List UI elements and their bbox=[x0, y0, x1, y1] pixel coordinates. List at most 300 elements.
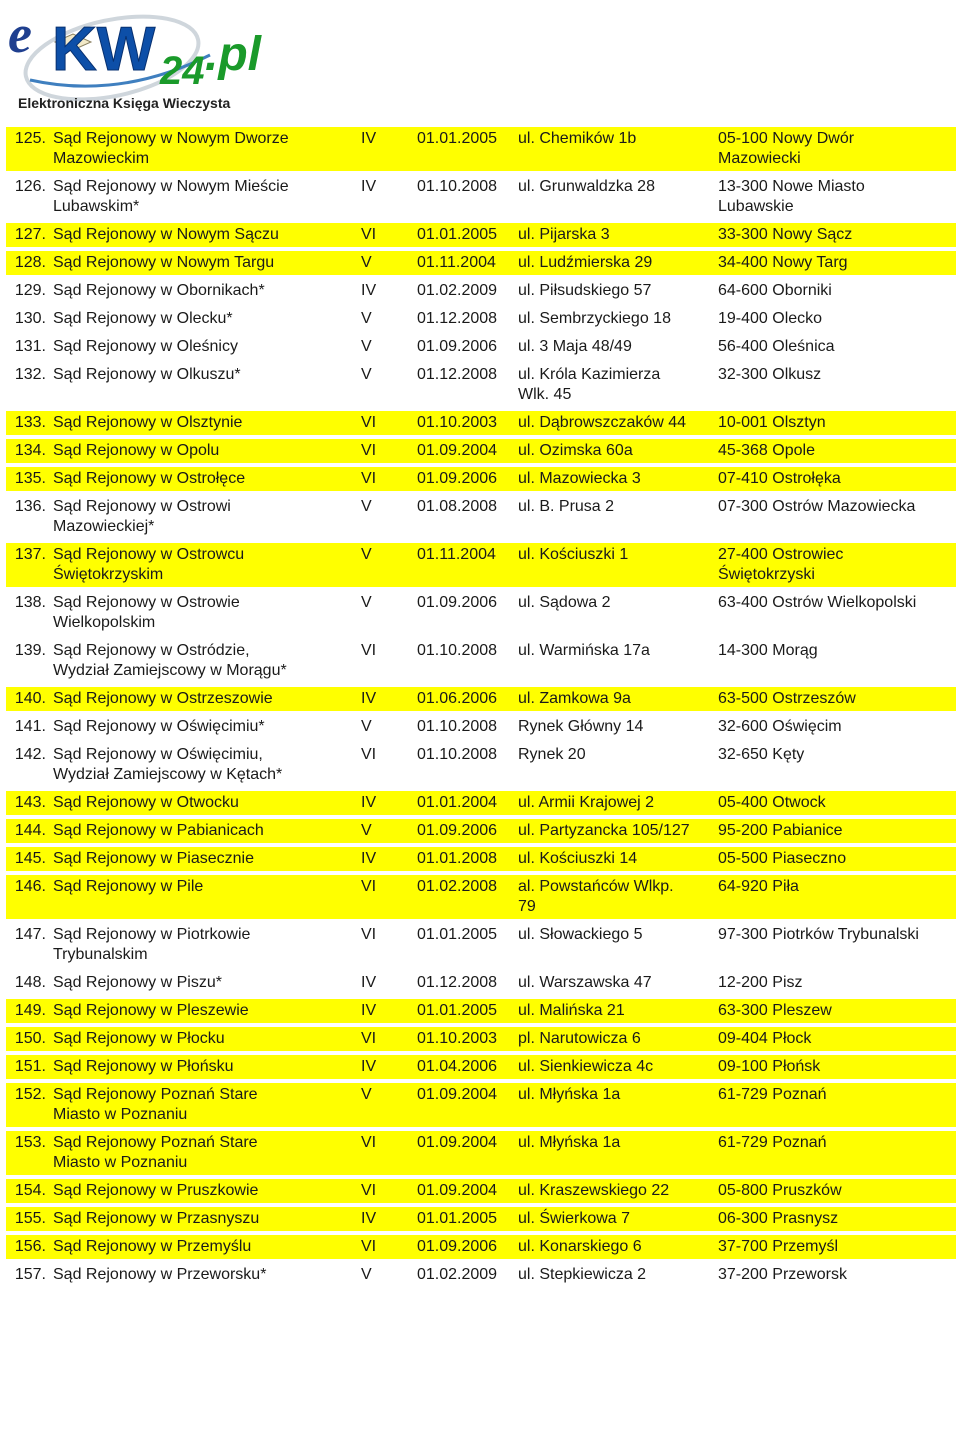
street-address-line: al. Powstańców Wlkp. bbox=[518, 878, 674, 895]
row-number: 132. bbox=[6, 363, 50, 407]
row-number: 144. bbox=[6, 819, 50, 843]
court-name bbox=[50, 819, 358, 843]
department: V bbox=[358, 715, 414, 739]
start-date: 01.12.2008 bbox=[414, 971, 515, 995]
start-date: 01.08.2008 bbox=[414, 495, 515, 539]
street-address bbox=[515, 791, 715, 815]
court-name bbox=[50, 127, 358, 171]
row-number: 129. bbox=[6, 279, 50, 303]
logo-pl: .pl bbox=[205, 28, 261, 81]
start-date: 01.09.2006 bbox=[414, 591, 515, 635]
street-address bbox=[515, 591, 715, 635]
postal-city-line: 05-400 Otwock bbox=[718, 794, 826, 811]
court-name bbox=[50, 591, 358, 635]
street-address bbox=[515, 1083, 715, 1127]
department: VI bbox=[358, 1131, 414, 1175]
street-address bbox=[515, 819, 715, 843]
street-address bbox=[515, 251, 715, 275]
court-name bbox=[50, 543, 358, 587]
row-number: 138. bbox=[6, 591, 50, 635]
court-name-line: Sąd Rejonowy w Olsztynie bbox=[53, 414, 243, 431]
court-name-line: Sąd Rejonowy w Piotrkowie bbox=[53, 926, 251, 943]
court-name-line: Lubawskim* bbox=[53, 198, 140, 215]
row-number: 142. bbox=[6, 743, 50, 787]
table-row bbox=[6, 791, 956, 815]
ekw24-logo bbox=[0, 0, 300, 118]
street-address-line: ul. Dąbrowszczaków 44 bbox=[518, 414, 687, 431]
court-name bbox=[50, 307, 358, 331]
court-name-line: Sąd Rejonowy Poznań Stare bbox=[53, 1134, 258, 1151]
department: IV bbox=[358, 847, 414, 871]
court-name-line: Sąd Rejonowy w Płońsku bbox=[53, 1058, 234, 1075]
postal-city bbox=[715, 999, 956, 1023]
court-name-line: Sąd Rejonowy w Olkuszu* bbox=[53, 366, 241, 383]
table-row bbox=[6, 743, 956, 787]
row-number: 140. bbox=[6, 687, 50, 711]
street-address bbox=[515, 307, 715, 331]
court-name bbox=[50, 639, 358, 683]
postal-city-line: Świętokrzyski bbox=[718, 566, 815, 583]
court-name-line: Wydział Zamiejscowy w Morągu* bbox=[53, 662, 287, 679]
department: V bbox=[358, 543, 414, 587]
table-row bbox=[6, 715, 956, 739]
court-name-line: Sąd Rejonowy w Nowym Mieście bbox=[53, 178, 289, 195]
start-date: 01.10.2003 bbox=[414, 1027, 515, 1051]
row-number: 149. bbox=[6, 999, 50, 1023]
postal-city-line: 37-700 Przemyśl bbox=[718, 1238, 839, 1255]
postal-city-line: 32-650 Kęty bbox=[718, 746, 805, 763]
postal-city bbox=[715, 223, 956, 247]
table-row bbox=[6, 1083, 956, 1127]
street-address-line: ul. Konarskiego 6 bbox=[518, 1238, 642, 1255]
start-date: 01.02.2009 bbox=[414, 1263, 515, 1287]
court-name-line: Sąd Rejonowy w Otwocku bbox=[53, 794, 239, 811]
court-name bbox=[50, 1055, 358, 1079]
street-address bbox=[515, 1131, 715, 1175]
street-address-line: ul. Sienkiewicza 4c bbox=[518, 1058, 654, 1075]
court-name bbox=[50, 875, 358, 919]
court-name-line: Sąd Rejonowy w Nowym Targu bbox=[53, 254, 275, 271]
postal-city bbox=[715, 639, 956, 683]
court-name-line: Sąd Rejonowy w Pleszewie bbox=[53, 1002, 249, 1019]
department: IV bbox=[358, 1055, 414, 1079]
postal-city-line: 45-368 Opole bbox=[718, 442, 815, 459]
street-address-line: ul. Warmińska 17a bbox=[518, 642, 650, 659]
department: V bbox=[358, 591, 414, 635]
court-name bbox=[50, 439, 358, 463]
court-name bbox=[50, 1131, 358, 1175]
street-address bbox=[515, 687, 715, 711]
postal-city bbox=[715, 971, 956, 995]
street-address-line: ul. Stepkiewicza 2 bbox=[518, 1266, 647, 1283]
street-address-line: Rynek 20 bbox=[518, 746, 586, 763]
postal-city-line: 14-300 Morąg bbox=[718, 642, 818, 659]
logo-24: 24 bbox=[160, 49, 205, 93]
postal-city bbox=[715, 175, 956, 219]
court-name bbox=[50, 687, 358, 711]
court-name bbox=[50, 467, 358, 491]
postal-city bbox=[715, 335, 956, 359]
street-address bbox=[515, 1179, 715, 1203]
postal-city bbox=[715, 1235, 956, 1259]
row-number: 128. bbox=[6, 251, 50, 275]
table-row bbox=[6, 1055, 956, 1079]
court-name bbox=[50, 1027, 358, 1051]
row-number: 151. bbox=[6, 1055, 50, 1079]
postal-city-line: 09-404 Płock bbox=[718, 1030, 812, 1047]
start-date: 01.09.2006 bbox=[414, 819, 515, 843]
start-date: 01.01.2008 bbox=[414, 847, 515, 871]
court-name-line: Sąd Rejonowy w Ostrowi bbox=[53, 498, 231, 515]
court-name-line: Miasto w Poznaniu bbox=[53, 1106, 188, 1123]
street-address-line: Wlk. 45 bbox=[518, 386, 572, 403]
courts-table bbox=[6, 123, 956, 1291]
row-number: 147. bbox=[6, 923, 50, 967]
postal-city bbox=[715, 875, 956, 919]
row-number: 150. bbox=[6, 1027, 50, 1051]
table-row bbox=[6, 495, 956, 539]
start-date: 01.10.2008 bbox=[414, 639, 515, 683]
row-number: 131. bbox=[6, 335, 50, 359]
department: V bbox=[358, 251, 414, 275]
street-address bbox=[515, 467, 715, 491]
start-date: 01.11.2004 bbox=[414, 251, 515, 275]
street-address bbox=[515, 1027, 715, 1051]
postal-city-line: 37-200 Przeworsk bbox=[718, 1266, 847, 1283]
start-date: 01.12.2008 bbox=[414, 363, 515, 407]
row-number: 146. bbox=[6, 875, 50, 919]
postal-city bbox=[715, 127, 956, 171]
postal-city-line: 07-410 Ostrołęka bbox=[718, 470, 841, 487]
postal-city bbox=[715, 791, 956, 815]
street-address-line: ul. Świerkowa 7 bbox=[518, 1210, 631, 1227]
postal-city-line: 19-400 Olecko bbox=[718, 310, 823, 327]
court-name bbox=[50, 411, 358, 435]
row-number: 143. bbox=[6, 791, 50, 815]
court-name-line: Trybunalskim bbox=[53, 946, 148, 963]
postal-city-line: 09-100 Płońsk bbox=[718, 1058, 821, 1075]
court-name-line: Sąd Rejonowy w Nowym Sączu bbox=[53, 226, 279, 243]
street-address bbox=[515, 923, 715, 967]
department: IV bbox=[358, 175, 414, 219]
department: IV bbox=[358, 971, 414, 995]
court-name-line: Sąd Rejonowy w Opolu bbox=[53, 442, 220, 459]
table-row bbox=[6, 923, 956, 967]
court-name-line: Sąd Rejonowy w Nowym Dworze bbox=[53, 130, 289, 147]
street-address bbox=[515, 495, 715, 539]
street-address-line: 79 bbox=[518, 898, 536, 915]
court-name-line: Sąd Rejonowy w Ostrowie bbox=[53, 594, 240, 611]
row-number: 156. bbox=[6, 1235, 50, 1259]
row-number: 141. bbox=[6, 715, 50, 739]
postal-city bbox=[715, 819, 956, 843]
street-address-line: ul. Armii Krajowej 2 bbox=[518, 794, 655, 811]
court-name-line: Sąd Rejonowy w Oleśnicy bbox=[53, 338, 238, 355]
department: VI bbox=[358, 923, 414, 967]
department: V bbox=[358, 363, 414, 407]
row-number: 152. bbox=[6, 1083, 50, 1127]
court-name-line: Świętokrzyskim bbox=[53, 566, 164, 583]
row-number: 154. bbox=[6, 1179, 50, 1203]
row-number: 135. bbox=[6, 467, 50, 491]
table-row bbox=[6, 411, 956, 435]
street-address bbox=[515, 1055, 715, 1079]
street-address bbox=[515, 1235, 715, 1259]
court-name bbox=[50, 847, 358, 871]
postal-city bbox=[715, 1083, 956, 1127]
court-name bbox=[50, 335, 358, 359]
postal-city bbox=[715, 715, 956, 739]
logo-kw: KW bbox=[52, 15, 156, 84]
postal-city-line: 07-300 Ostrów Mazowiecka bbox=[718, 498, 916, 515]
logo-e: e bbox=[8, 4, 32, 64]
street-address bbox=[515, 363, 715, 407]
postal-city bbox=[715, 687, 956, 711]
postal-city-line: 63-300 Pleszew bbox=[718, 1002, 832, 1019]
postal-city-line: 64-920 Piła bbox=[718, 878, 799, 895]
table-row bbox=[6, 279, 956, 303]
court-name bbox=[50, 1179, 358, 1203]
street-address bbox=[515, 875, 715, 919]
department: VI bbox=[358, 467, 414, 491]
court-name-line: Sąd Rejonowy w Oświęcimiu* bbox=[53, 718, 265, 735]
court-name bbox=[50, 743, 358, 787]
start-date: 01.10.2008 bbox=[414, 175, 515, 219]
postal-city bbox=[715, 467, 956, 491]
court-name-line: Wydział Zamiejscowy w Kętach* bbox=[53, 766, 283, 783]
court-name-line: Sąd Rejonowy w Oświęcimiu, bbox=[53, 746, 263, 763]
street-address bbox=[515, 1207, 715, 1231]
table-row bbox=[6, 591, 956, 635]
court-name-line: Mazowieckim bbox=[53, 150, 150, 167]
start-date: 01.09.2004 bbox=[414, 439, 515, 463]
row-number: 145. bbox=[6, 847, 50, 871]
postal-city-line: 97-300 Piotrków Trybunalski bbox=[718, 926, 919, 943]
court-name bbox=[50, 971, 358, 995]
row-number: 137. bbox=[6, 543, 50, 587]
department: IV bbox=[358, 999, 414, 1023]
start-date: 01.09.2004 bbox=[414, 1179, 515, 1203]
court-name bbox=[50, 279, 358, 303]
table-row bbox=[6, 307, 956, 331]
court-name bbox=[50, 251, 358, 275]
table-row bbox=[6, 687, 956, 711]
street-address-line: ul. Piłsudskiego 57 bbox=[518, 282, 652, 299]
start-date: 01.01.2005 bbox=[414, 127, 515, 171]
start-date: 01.09.2006 bbox=[414, 467, 515, 491]
start-date: 01.10.2008 bbox=[414, 715, 515, 739]
department: VI bbox=[358, 439, 414, 463]
court-name bbox=[50, 999, 358, 1023]
department: VI bbox=[358, 411, 414, 435]
street-address bbox=[515, 411, 715, 435]
street-address-line: ul. Mazowiecka 3 bbox=[518, 470, 641, 487]
court-name-line: Sąd Rejonowy w Obornikach* bbox=[53, 282, 265, 299]
postal-city bbox=[715, 847, 956, 871]
department: VI bbox=[358, 875, 414, 919]
court-name-line: Miasto w Poznaniu bbox=[53, 1154, 188, 1171]
street-address-line: ul. 3 Maja 48/49 bbox=[518, 338, 632, 355]
street-address-line: ul. Warszawska 47 bbox=[518, 974, 652, 991]
start-date: 01.04.2006 bbox=[414, 1055, 515, 1079]
table-row bbox=[6, 467, 956, 491]
department: VI bbox=[358, 1235, 414, 1259]
court-name-line: Sąd Rejonowy w Ostrzeszowie bbox=[53, 690, 273, 707]
table-row bbox=[6, 971, 956, 995]
table-row bbox=[6, 251, 956, 275]
department: VI bbox=[358, 223, 414, 247]
street-address-line: ul. B. Prusa 2 bbox=[518, 498, 615, 515]
postal-city bbox=[715, 1263, 956, 1287]
postal-city bbox=[715, 591, 956, 635]
row-number: 139. bbox=[6, 639, 50, 683]
table-row bbox=[6, 1207, 956, 1231]
start-date: 01.06.2006 bbox=[414, 687, 515, 711]
start-date: 01.01.2004 bbox=[414, 791, 515, 815]
start-date: 01.10.2008 bbox=[414, 743, 515, 787]
court-name-line: Sąd Rejonowy w Przemyślu bbox=[53, 1238, 252, 1255]
department: IV bbox=[358, 127, 414, 171]
row-number: 130. bbox=[6, 307, 50, 331]
postal-city-line: 05-500 Piaseczno bbox=[718, 850, 847, 867]
court-name-line: Sąd Rejonowy w Ostródzie, bbox=[53, 642, 250, 659]
postal-city-line: 06-300 Prasnysz bbox=[718, 1210, 839, 1227]
court-name-line: Sąd Rejonowy Poznań Stare bbox=[53, 1086, 258, 1103]
department: VI bbox=[358, 1027, 414, 1051]
street-address bbox=[515, 335, 715, 359]
table-row bbox=[6, 1027, 956, 1051]
start-date: 01.01.2005 bbox=[414, 1207, 515, 1231]
street-address-line: ul. Sądowa 2 bbox=[518, 594, 611, 611]
table-row bbox=[6, 363, 956, 407]
department: IV bbox=[358, 687, 414, 711]
department: V bbox=[358, 1083, 414, 1127]
postal-city bbox=[715, 279, 956, 303]
court-name bbox=[50, 1083, 358, 1127]
street-address bbox=[515, 127, 715, 171]
postal-city bbox=[715, 495, 956, 539]
street-address-line: pl. Narutowicza 6 bbox=[518, 1030, 641, 1047]
street-address-line: ul. Kraszewskiego 22 bbox=[518, 1182, 670, 1199]
logo-tagline: Elektroniczna Księga Wieczysta bbox=[18, 95, 231, 111]
court-name bbox=[50, 1263, 358, 1287]
street-address-line: ul. Zamkowa 9a bbox=[518, 690, 631, 707]
court-name-line: Sąd Rejonowy w Piszu* bbox=[53, 974, 222, 991]
court-name-line: Wielkopolskim bbox=[53, 614, 156, 631]
postal-city-line: 63-500 Ostrzeszów bbox=[718, 690, 856, 707]
street-address bbox=[515, 175, 715, 219]
street-address-line: ul. Pijarska 3 bbox=[518, 226, 610, 243]
postal-city-line: 10-001 Olsztyn bbox=[718, 414, 826, 431]
postal-city bbox=[715, 1027, 956, 1051]
court-name bbox=[50, 495, 358, 539]
street-address-line: ul. Kościuszki 14 bbox=[518, 850, 638, 867]
street-address-line: ul. Ozimska 60a bbox=[518, 442, 633, 459]
postal-city bbox=[715, 1207, 956, 1231]
table-row bbox=[6, 439, 956, 463]
court-name bbox=[50, 223, 358, 247]
postal-city bbox=[715, 251, 956, 275]
table-row bbox=[6, 819, 956, 843]
street-address bbox=[515, 847, 715, 871]
court-name-line: Sąd Rejonowy w Pruszkowie bbox=[53, 1182, 259, 1199]
court-name-line: Sąd Rejonowy w Przeworsku* bbox=[53, 1266, 267, 1283]
postal-city-line: 61-729 Poznań bbox=[718, 1086, 827, 1103]
row-number: 155. bbox=[6, 1207, 50, 1231]
department: V bbox=[358, 335, 414, 359]
postal-city-line: 32-600 Oświęcim bbox=[718, 718, 842, 735]
postal-city bbox=[715, 1055, 956, 1079]
court-name-line: Sąd Rejonowy w Płocku bbox=[53, 1030, 225, 1047]
street-address bbox=[515, 715, 715, 739]
postal-city-line: 12-200 Pisz bbox=[718, 974, 803, 991]
table-row bbox=[6, 875, 956, 919]
table-row bbox=[6, 127, 956, 171]
start-date: 01.12.2008 bbox=[414, 307, 515, 331]
street-address bbox=[515, 543, 715, 587]
postal-city bbox=[715, 307, 956, 331]
postal-city-line: Mazowiecki bbox=[718, 150, 801, 167]
postal-city bbox=[715, 543, 956, 587]
department: IV bbox=[358, 1207, 414, 1231]
department: VI bbox=[358, 743, 414, 787]
street-address bbox=[515, 223, 715, 247]
postal-city-line: Lubawskie bbox=[718, 198, 794, 215]
postal-city bbox=[715, 1131, 956, 1175]
table-row bbox=[6, 335, 956, 359]
street-address-line: ul. Kościuszki 1 bbox=[518, 546, 629, 563]
postal-city bbox=[715, 363, 956, 407]
table-row bbox=[6, 1263, 956, 1287]
court-name-line: Mazowieckiej* bbox=[53, 518, 155, 535]
street-address-line: ul. Króla Kazimierza bbox=[518, 366, 661, 383]
row-number: 127. bbox=[6, 223, 50, 247]
street-address-line: ul. Słowackiego 5 bbox=[518, 926, 643, 943]
postal-city bbox=[715, 411, 956, 435]
postal-city-line: 33-300 Nowy Sącz bbox=[718, 226, 853, 243]
postal-city-line: 13-300 Nowe Miasto bbox=[718, 178, 865, 195]
start-date: 01.01.2005 bbox=[414, 223, 515, 247]
start-date: 01.09.2006 bbox=[414, 335, 515, 359]
table-row bbox=[6, 1179, 956, 1203]
start-date: 01.01.2005 bbox=[414, 999, 515, 1023]
street-address-line: ul. Malińska 21 bbox=[518, 1002, 625, 1019]
court-name bbox=[50, 715, 358, 739]
department: VI bbox=[358, 639, 414, 683]
department: V bbox=[358, 495, 414, 539]
department: V bbox=[358, 307, 414, 331]
table-row bbox=[6, 1235, 956, 1259]
street-address-line: ul. Sembrzyckiego 18 bbox=[518, 310, 671, 327]
table-row bbox=[6, 223, 956, 247]
street-address bbox=[515, 279, 715, 303]
court-name-line: Sąd Rejonowy w Pabianicach bbox=[53, 822, 264, 839]
street-address bbox=[515, 639, 715, 683]
court-name bbox=[50, 791, 358, 815]
court-name bbox=[50, 923, 358, 967]
table-row bbox=[6, 175, 956, 219]
postal-city-line: 61-729 Poznań bbox=[718, 1134, 827, 1151]
start-date: 01.09.2004 bbox=[414, 1131, 515, 1175]
postal-city-line: 34-400 Nowy Targ bbox=[718, 254, 848, 271]
row-number: 134. bbox=[6, 439, 50, 463]
court-name bbox=[50, 1207, 358, 1231]
row-number: 133. bbox=[6, 411, 50, 435]
postal-city-line: 27-400 Ostrowiec bbox=[718, 546, 844, 563]
table-row bbox=[6, 847, 956, 871]
postal-city-line: 95-200 Pabianice bbox=[718, 822, 843, 839]
court-name-line: Sąd Rejonowy w Przasnyszu bbox=[53, 1210, 260, 1227]
